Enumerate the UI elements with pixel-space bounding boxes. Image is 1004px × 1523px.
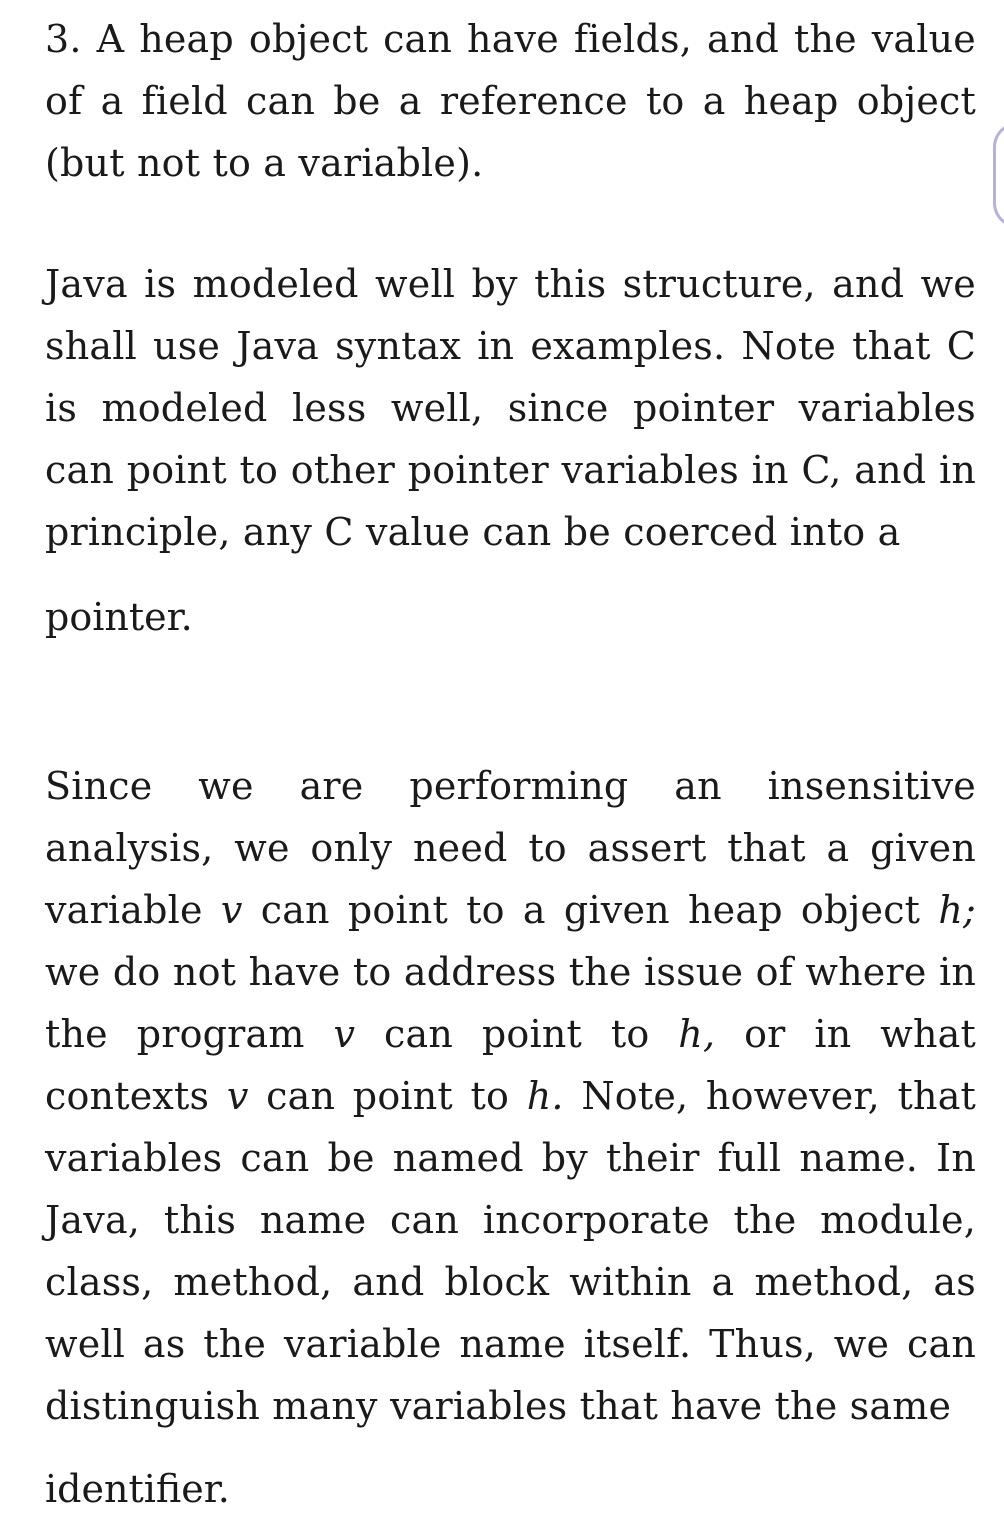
text-run: Note, however, that variables can be named by their full name. In Java, this name can incorporate the module, class, method, and block within a method, as well as the variable name itself. Thus, we can distinguish many variables that have the same [45,1074,977,1428]
heap-object-h: h. [526,1074,564,1118]
variable-v: v [220,888,243,932]
variable-v: v [226,1074,249,1118]
text-run: can point to [384,1012,650,1056]
text-run: Since we are performing an insensitive analysis, we only need to assert that a given variable [45,764,976,932]
java-paragraph-end: pointer. [45,595,193,639]
insensitive-analysis-paragraph-end: identifier. [45,1467,230,1511]
java-paragraph: Java is modeled well by this structure, and we shall use Java syntax in examples. Note that C is modeled less well, since pointer variables can point to other pointer variables in C, and in principle, any C value can be coerced into a [45,262,976,554]
list-item-3: 3. A heap object can have fields, and the value of a field can be a reference to a heap object (but not to a variable). [45,17,976,185]
heap-object-h: h, [678,1012,716,1056]
heap-object-h: h; [938,888,977,932]
text-run: we do not have to address the issue of where in the program [45,950,976,1056]
text-run: can point to [266,1074,510,1118]
text-run: can point to a given heap object [260,888,921,932]
insensitive-analysis-paragraph [45,755,976,1437]
page-edge-handle[interactable] [993,122,1004,228]
variable-v: v [333,1012,356,1056]
text-run: or in what contexts [45,1012,976,1118]
